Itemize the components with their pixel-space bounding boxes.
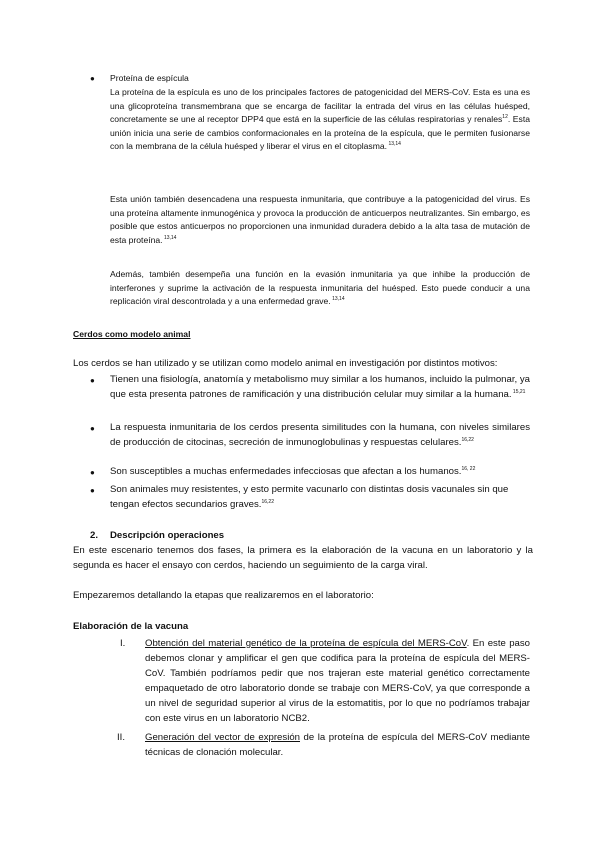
subheading-elaboracion: Elaboración de la vacuna [73, 621, 189, 632]
step-title: Obtención del material genético de la proteína de espícula del MERS-CoV [145, 638, 467, 649]
step-text: . En este paso debemos clonar y amplificar el gen que codifica para la proteína de espícula del MERS-CoV. También podríamos pedir que nos trajeran este material genético correctamente empaquetado de otro laboratorio donde se trabaje con MERS-CoV, ya que corresponde a un nivel de seguridad superior al virus de la estomatitis, por lo que no podríamos trabajar con este virus en un laboratorio NCB2. [145, 638, 530, 724]
step-numeral: II. [117, 732, 125, 743]
list-item: La respuesta inmunitaria de los cerdos presenta similitudes con la humana, con niveles similares de producción de citocinas, secreción de inmunoglobulinas y respuestas celulares.$^{16,22}$ [110, 422, 530, 448]
spike-p1-text-a: La proteína de la espícula es uno de los principales factores de patogenicidad del MERS-CoV. Esta es una es una glicoproteína transmembrana que se encarga de facilitar la entrada del virus en las células huésped, concretamente se une al receptor DPP4 que está en la superficie de las células respiratorias y renales [110, 87, 530, 125]
step-text: de la proteína de espícula del MERS-CoV mediante técnicas de clonación molecular. [145, 732, 530, 758]
step-item [145, 730, 530, 760]
step-item [145, 636, 530, 726]
bullet-dot: ● [90, 74, 95, 83]
spike-paragraph-3 [110, 268, 530, 309]
spike-paragraph-1 [110, 86, 530, 154]
operaciones-paragraph-2: Empezaremos detallando la etapas que realizaremos en el laboratorio: [73, 590, 374, 601]
bullet-title: Proteína de espícula [110, 73, 189, 83]
list-item: Son susceptibles a muchas enfermedades infecciosas que afectan a los humanos.$^{16, 22}$ [110, 466, 476, 477]
list-item: Tienen una fisiología, anatomía y metabolismo muy similar a los humanos, incluido la pulmonar, ya que esta presenta patrones de ramificación y una distribución celular muy similar a la humana. $^{15,21}$ [110, 374, 530, 400]
bullet-dot: ● [90, 424, 95, 433]
spike-paragraph-2 [110, 193, 530, 247]
bullet-dot: ● [90, 486, 95, 495]
citation: 13,14 [387, 141, 401, 148]
cerdos-intro: Los cerdos se han utilizado y se utilizan como modelo animal en investigación por distintos motivos: [73, 358, 498, 369]
bullet-dot: ● [90, 376, 95, 385]
section-heading-operaciones: Descripción operaciones [110, 530, 225, 541]
step-numeral: I. [120, 638, 126, 649]
citation: 15,21 [511, 389, 526, 395]
citation: 16,22 [461, 437, 474, 443]
spike-p1-text-b: . Esta unión inicia una serie de cambios conformacionales en la proteína de la espícula, que le permiten fusionarse con la membrana de la célula huésped y liberar el virus en el citoplasma. [110, 114, 530, 152]
bullet-dot: ● [90, 468, 95, 477]
citation: 13,14 [330, 296, 345, 303]
citation: 16, 22 [461, 466, 476, 472]
spike-p2-text: Esta unión también desencadena una respuesta inmunitaria, que contribuye a la patogenicidad del virus. Es una proteína altamente inmunogénica y provoca la producción de anticuerpos neutralizantes. Sin embargo, es posible que estos anticuerpos no proporcionen una inmunidad duradera debido a la alta tasa de mutación de esta proteína. [110, 194, 530, 245]
list-item: Son animales muy resistentes, y esto permite vacunarlo con distintas dosis vacunales sin que tengan efectos secundarios graves.$^{16,22}$ [110, 484, 509, 510]
citation: 12 [502, 114, 508, 121]
citation: 13,14 [162, 234, 177, 241]
section-heading-cerdos: Cerdos como modelo animal [73, 329, 191, 339]
spike-p3-text: Además, también desempeña una función en la evasión inmunitaria ya que inhibe la producción de interferones y suprime la activación de la respuesta inmunitaria del huésped. Esto puede conducir a una replicación viral descontrolada y a una enfermedad grave. [110, 269, 530, 307]
operaciones-paragraph-1: En este escenario tenemos dos fases, la primera es la elaboración de la vacuna en un laboratorio y la segunda es hacer el ensayo con cerdos, haciendo un seguimiento de la carga viral. [73, 545, 533, 571]
citation: 16,22 [261, 499, 274, 505]
section-number: 2. [90, 530, 99, 541]
step-title: Generación del vector de expresión [145, 732, 300, 743]
